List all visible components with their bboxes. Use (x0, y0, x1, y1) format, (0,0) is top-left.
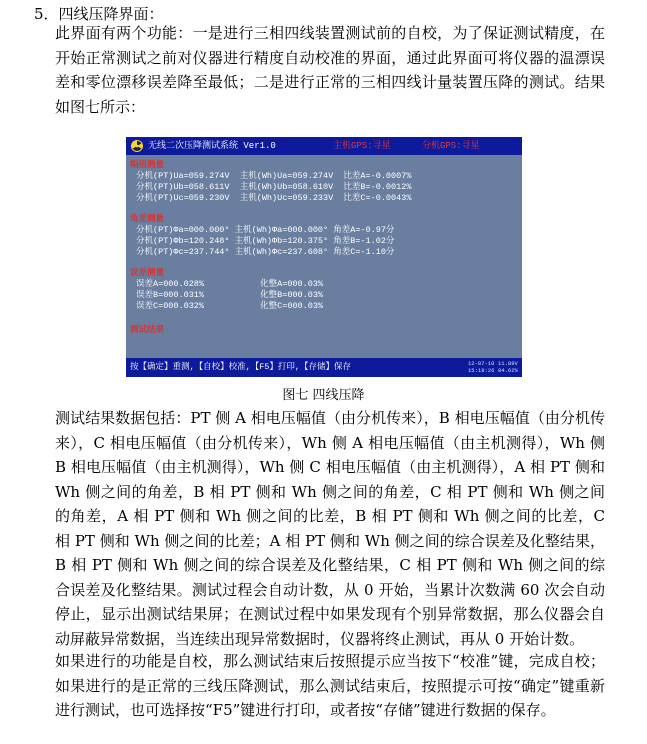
angle-label: 角差测量 (130, 214, 165, 224)
amplitude-row-a: 分机(PT)Ua=059.274V 主机(Wh)Ua=059.274V 比差A=-0.0007% (136, 171, 412, 181)
ending-paragraph: 如果进行的功能是自校，那么测试结束后按照提示应当按下“校准”键，完成自校；如果进行的是正常的三线压降测试，那么测试结束后，按照提示可按“确定”键重新进行测试，也可选择按“F5”键进行打印，或者按“存储”键进行数据的保存。 (55, 652, 605, 719)
angle-row-c: 分机(PT)Φc=237.744° 主机(Wh)Φc=237.608° 角差C=-1.10分 (136, 247, 395, 257)
meter-percent: 84.62% (498, 367, 518, 374)
error-row-c: 误差C=000.032% 化整C=000.03% (136, 301, 324, 311)
sub-gps-status: 分机GPS:寻星 (422, 141, 480, 151)
amplitude-row-c: 分机(PT)Uc=059.230V 主机(Wh)Uc=059.233V 比差C=-0.0043% (136, 193, 412, 203)
clock-date: 12-07-10 (468, 360, 495, 367)
error-label: 误差测量 (130, 268, 165, 278)
screen-clock (468, 360, 494, 374)
section-heading: 5．四线压降界面： (34, 5, 164, 23)
screen-title-bar (126, 137, 522, 155)
error-row-b: 误差B=000.031% 化整B=000.03% (136, 290, 324, 300)
result-label: 测试结果 (130, 325, 165, 335)
amplitude-row-b: 分机(PT)Ub=058.611V 主机(Wh)Ub=058.610V 比差B=-0.0012% (136, 182, 412, 192)
four-wire-screen (126, 137, 522, 377)
angle-row-a: 分机(PT)Φa=000.000° 主机(Wh)Φa=000.000° 角差A=-0.97分 (136, 225, 395, 235)
key-hint: 按【确定】重测,【自校】校准,【F5】打印,【存储】保存 (130, 362, 352, 372)
figure-caption: 图七 四线压降 (282, 388, 365, 403)
error-row-a: 误差A=000.028% 化整A=000.03% (136, 279, 324, 289)
clock-time: 15:18:26 (468, 367, 495, 374)
main-gps-status: 主机GPS:寻星 (333, 141, 391, 151)
intro-paragraph: 此界面有两个功能：一是进行三相四线装置测试前的自校，为了保证测试精度，在开始正常测试之前对仪器进行精度自动校准的界面，通过此界面可将仪器的温漂误差和零位漂移误差降至最低；二是进行正常的三相四线计量装置压降的测试。结果如图七所示： (55, 24, 605, 116)
meter-voltage: 11.89V (498, 360, 518, 367)
results-paragraph: 测试结果数据包括：PT 侧 A 相电压幅值（由分机传来），B 相电压幅值（由分机传来），C 相电压幅值（由分机传来），Wh 侧 A 相电压幅值（由主机测得），Wh 侧 B 相电压幅值（由主机测得），Wh 侧 C 相电压幅值（由主机测得），A 相 PT 侧和 Wh 侧之间的角差，B 相 PT 侧和 Wh 侧之间的角差，C 相 PT 侧和 Wh 侧之间的角差，A 相 PT 侧和 Wh 侧之间的比差，B 相 PT 侧和 Wh 侧之间的比差，C 相 PT 侧和 Wh 侧之间的比差；A 相 PT 侧和 Wh 侧之间的综合误差及化整结果，B 相 PT 侧和 Wh 侧之间的综合误差及化整结果，C 相 PT 侧和 Wh 侧之间的综合误差及化整结果。测试过程会自动计数，从 0 开始，当累计次数满 60 次会自动停止，显示出测试结果屏；在测试过程中如果发现有个别异常数据，那么仪器会自动屏蔽异常数据，当连续出现异常数据时，仪器将终止测试，再从 0 开始计数。 (55, 409, 605, 648)
screen-status-bar (126, 358, 522, 377)
screen-meter (498, 360, 518, 374)
amplitude-label: 幅值测量 (130, 160, 165, 170)
angle-row-b: 分机(PT)Φb=120.248° 主机(Wh)Φb=120.375° 角差B=-1.02分 (136, 236, 395, 246)
screen-app-title: 无线二次压降测试系统 Ver1.0 (148, 141, 276, 151)
radiation-logo-icon (131, 140, 143, 152)
